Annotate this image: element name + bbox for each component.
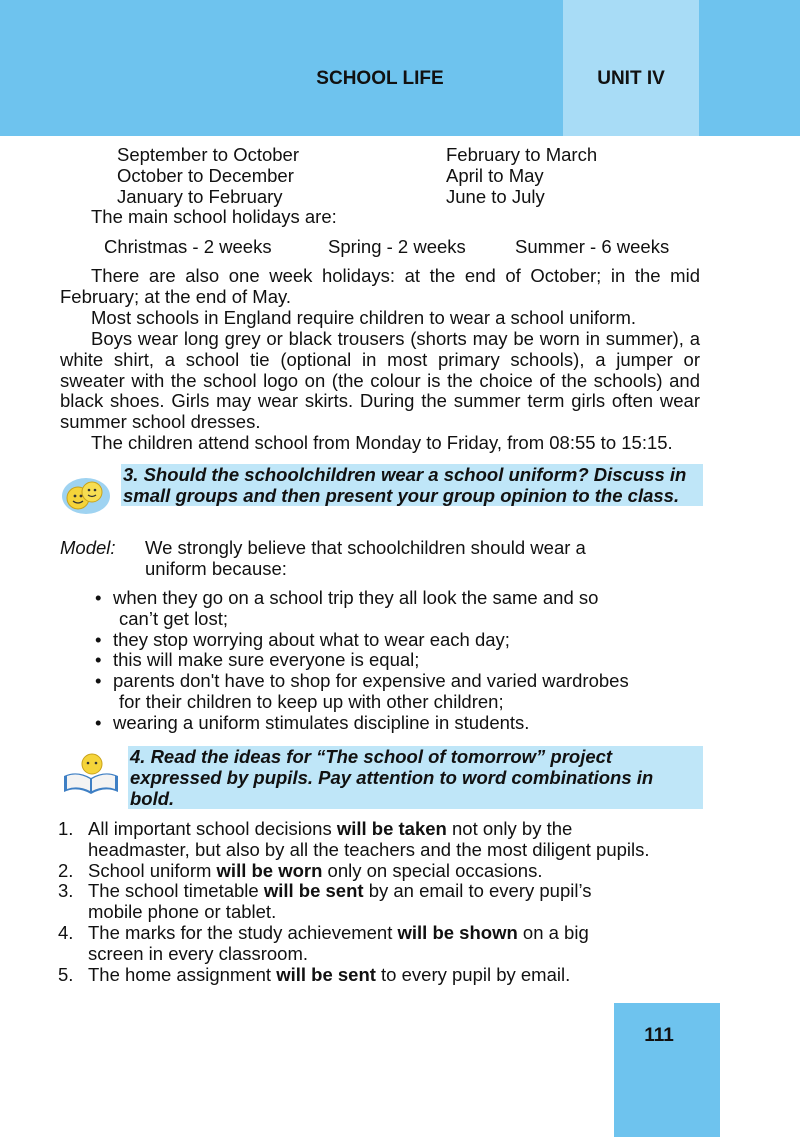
reading-book-icon [62, 752, 120, 798]
item-text: to every pupil by email. [375, 963, 571, 985]
bullet-text-cont: for their children to keep up with other children; [119, 690, 504, 712]
page-number: 111 [644, 1025, 674, 1046]
list-item [95, 713, 705, 734]
task-4-prompt: 4. Read the ideas for “The school of tomorrow” project expressed by pupils. Pay attention to word combinations in bold. [128, 746, 703, 809]
bullet-icon: • [95, 649, 102, 671]
discussion-faces-icon [60, 472, 112, 516]
terms-row [117, 166, 677, 187]
holidays-intro: The main school holidays are: [91, 206, 337, 227]
item-bold-phrase: will be shown [397, 921, 518, 943]
task-3-prompt: 3. Should the schoolchildren wear a school uniform? Discuss in small groups and then present your group opinion to the class. [121, 464, 703, 506]
paragraph-uniform-requirement: Most schools in England require children to wear a school uniform. [91, 307, 637, 328]
ideas-list [58, 819, 708, 985]
section-title: SCHOOL LIFE [316, 68, 444, 89]
bullet-text: parents don't have to shop for expensive and varied wardrobes [113, 670, 629, 692]
bullet-list [95, 588, 705, 734]
bullet-text: when they go on a school trip they all look the same and so [113, 587, 599, 608]
item-text: The home assignment [88, 963, 277, 985]
item-text: The school timetable [88, 880, 264, 902]
bullet-text: they stop worrying about what to wear each day; [113, 628, 510, 650]
item-bold-phrase: will be worn [216, 859, 323, 881]
holiday-christmas: Christmas - 2 weeks [104, 236, 272, 257]
item-text: The marks for the study achievement [88, 921, 398, 943]
unit-title: UNIT IV [597, 68, 665, 89]
model-label-colon: : [110, 537, 116, 558]
list-item [95, 630, 705, 651]
item-text: All important school decisions [88, 818, 337, 839]
list-item [58, 861, 708, 882]
item-text: not only by the [446, 818, 573, 839]
list-item [58, 881, 708, 923]
item-number: 4. [58, 921, 74, 943]
terms-row [117, 145, 677, 166]
header-band-left [0, 0, 563, 136]
list-item [58, 819, 708, 861]
paragraph-attendance: The children attend school from Monday to Friday, from 08:55 to 15:15. [91, 432, 673, 453]
model-text-line: uniform because: [145, 557, 287, 579]
item-bold-phrase: will be sent [276, 963, 376, 985]
item-text-cont: screen in every classroom. [88, 942, 309, 964]
list-item [95, 588, 705, 630]
header-band-right [699, 0, 800, 136]
bullet-text-cont: can’t get lost; [119, 607, 229, 629]
list-item [95, 650, 705, 671]
terms-row [117, 187, 677, 208]
term-start: October to December [117, 164, 294, 186]
term-end: June to July [446, 185, 545, 207]
item-number: 1. [58, 818, 74, 839]
holiday-summer: Summer - 6 weeks [515, 236, 670, 257]
page-number-box [614, 1003, 720, 1137]
bullet-icon: • [95, 587, 102, 608]
paragraph-one-week: There are also one week holidays: at the end of October; in the mid February; at the end of May. [60, 265, 700, 307]
item-text: on a big [517, 921, 589, 943]
item-text: School uniform [88, 859, 217, 881]
paragraph-uniform-details: Boys wear long grey or black trousers (shorts may be worn in summer), a white shirt, a school tie (optional in most primary schools), a jumper or sweater with the school logo on (the colour is the choice of the schools) and black shoes. Girls may wear skirts. During the summer term girls often wear summer school dresses. [60, 328, 700, 433]
bullet-icon: • [95, 628, 102, 650]
item-text: only on special occasions. [322, 859, 543, 881]
item-number: 5. [58, 963, 74, 985]
list-item [58, 923, 708, 965]
list-item [95, 671, 705, 713]
item-number: 3. [58, 880, 74, 902]
model-label [60, 538, 116, 559]
model-label-text: Model [60, 537, 111, 558]
term-end: April to May [446, 164, 544, 186]
term-start: January to February [117, 185, 283, 207]
item-bold-phrase: will be sent [263, 880, 364, 902]
item-text: by an email to every pupil’s [363, 880, 592, 902]
item-bold-phrase: will be taken [336, 818, 447, 839]
bullet-icon: • [95, 670, 102, 692]
term-start: September to October [117, 144, 300, 165]
bullet-icon: • [95, 711, 102, 733]
list-item [58, 965, 708, 986]
item-number: 2. [58, 859, 74, 881]
item-text-cont: mobile phone or tablet. [88, 901, 277, 923]
bullet-text: wearing a uniform stimulates discipline in students. [113, 711, 530, 733]
term-end: February to March [446, 144, 598, 165]
model-text [145, 538, 665, 580]
terms-table [117, 145, 677, 207]
holiday-spring: Spring - 2 weeks [328, 236, 466, 257]
model-text-line: We strongly believe that schoolchildren should wear a [145, 537, 586, 558]
bullet-text: this will make sure everyone is equal; [113, 649, 420, 671]
item-text-cont: headmaster, but also by all the teachers and the most diligent pupils. [88, 838, 650, 860]
